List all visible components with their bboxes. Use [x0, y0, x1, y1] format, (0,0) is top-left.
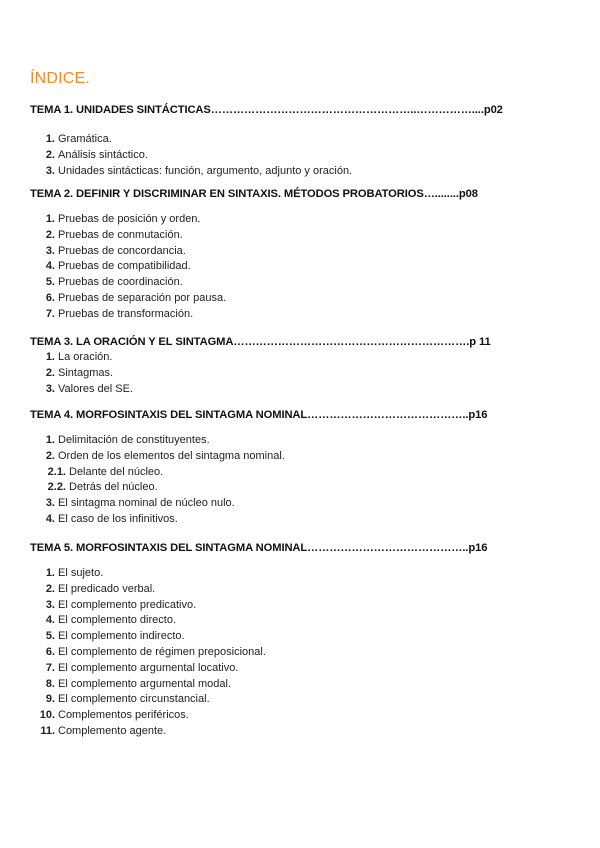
item-number: 1.	[45, 434, 55, 446]
item-number: 11.	[40, 724, 55, 737]
tema-4-section	[30, 408, 530, 528]
tema-2-item-5	[30, 275, 530, 291]
tema-3-item-1	[30, 350, 530, 366]
tema-3-item-3	[30, 382, 530, 398]
item-text: El complemento argumental modal.	[58, 677, 232, 690]
tema-4-item-1	[30, 433, 530, 449]
tema-2-item-2	[30, 228, 530, 244]
item-number: 2.	[45, 582, 55, 595]
item-text: Valores del SE.	[58, 382, 134, 395]
tema-2-item-4	[30, 259, 530, 275]
item-text: El complemento de régimen preposicional.	[58, 645, 266, 658]
tema-1-heading: TEMA 1. UNIDADES SINTÁCTICAS………………………………………………..……………....p02	[30, 104, 503, 116]
tema-5-item-4	[30, 613, 530, 629]
item-text: El complemento circunstancial.	[58, 693, 210, 706]
item-number: 7.	[45, 307, 55, 320]
item-number: 1.	[45, 351, 55, 363]
tema-1-section	[30, 103, 530, 179]
item-number: 5.	[45, 630, 55, 643]
tema-5-item-9	[30, 692, 530, 708]
item-text: Análisis sintáctico.	[58, 148, 148, 161]
item-text: Complementos periféricos.	[58, 709, 189, 722]
tema-3-heading: TEMA 3. LA ORACIÓN Y EL SINTAGMA……………………………………………………….p 11	[30, 336, 491, 348]
tema-5-item-10	[30, 708, 530, 724]
item-text: El complemento argumental locativo.	[58, 661, 239, 674]
tema-5-item-11	[30, 724, 530, 740]
tema-1-items	[30, 132, 530, 179]
item-number: 3.	[45, 497, 55, 510]
tema-4-item-4	[30, 512, 530, 528]
tema-5-item-8	[30, 677, 530, 693]
tema-5-item-1	[30, 566, 530, 582]
item-text: Delante del núcleo.	[69, 465, 164, 478]
item-text: El complemento predicativo.	[58, 598, 197, 611]
tema-3-section	[30, 335, 530, 397]
item-number: 6.	[45, 645, 55, 658]
tema-5-item-7	[30, 661, 530, 677]
tema-2-heading: TEMA 2. DEFINIR Y DISCRIMINAR EN SINTAXIS. MÉTODOS PROBATORIOS…........p08	[30, 188, 478, 200]
item-text: Pruebas de coordinación.	[58, 276, 183, 289]
item-text: El complemento indirecto.	[58, 630, 185, 643]
tema-4-items	[30, 433, 530, 528]
item-number: 1.	[45, 213, 55, 225]
item-number: 4.	[45, 512, 55, 525]
tema-2-item-3	[30, 244, 530, 260]
item-text: Orden de los elementos del sintagma nominal.	[58, 449, 285, 462]
tema-1-item-3	[30, 164, 530, 180]
item-number: 3.	[45, 244, 55, 257]
tema-4-item-3	[30, 496, 530, 512]
item-number: 2.	[45, 148, 55, 161]
item-text: El predicado verbal.	[58, 582, 156, 595]
item-number: 7.	[45, 661, 55, 674]
tema-2-item-6	[30, 291, 530, 307]
tema-4-item-2-2	[30, 480, 530, 496]
item-text: Delimitación de constituyentes.	[58, 434, 210, 446]
tema-1-item-1	[30, 132, 530, 148]
item-number: 5.	[45, 276, 55, 289]
item-number: 4.	[45, 614, 55, 627]
tema-3-items	[30, 350, 530, 397]
tema-4-item-2	[30, 449, 530, 465]
item-text: Pruebas de concordancia.	[58, 244, 186, 257]
index-title: ÍNDICE.	[30, 70, 91, 87]
item-text: La oración.	[58, 351, 113, 363]
item-text: Detrás del núcleo.	[69, 481, 158, 494]
item-text: Unidades sintácticas: función, argumento, adjunto y oración.	[58, 164, 353, 177]
tema-5-item-5	[30, 629, 530, 645]
item-number: 4.	[45, 260, 55, 273]
item-text: Sintagmas.	[58, 366, 114, 379]
tema-5-item-2	[30, 582, 530, 598]
item-number: 2.1.	[47, 465, 66, 478]
item-number: 8.	[45, 677, 55, 690]
item-number: 1.	[45, 133, 55, 145]
tema-5-items	[30, 566, 530, 740]
item-text: El sintagma nominal de núcleo nulo.	[58, 497, 235, 510]
item-text: El caso de los infinitivos.	[58, 512, 178, 525]
item-text: Gramática.	[58, 133, 112, 145]
item-number: 1.	[45, 567, 55, 579]
item-number: 2.	[45, 228, 55, 241]
tema-5-heading: TEMA 5. MORFOSINTAXIS DEL SINTAGMA NOMINAL……………………………………..p16	[30, 542, 488, 554]
item-number: 9.	[45, 693, 55, 706]
item-text: Pruebas de compatibilidad.	[58, 260, 191, 273]
item-text: El complemento directo.	[58, 614, 176, 627]
item-number: 2.2.	[47, 481, 66, 494]
item-text: Pruebas de conmutación.	[58, 228, 183, 241]
item-text: Pruebas de transformación.	[58, 307, 194, 320]
tema-3-item-2	[30, 366, 530, 382]
tema-2-item-7	[30, 307, 530, 323]
item-number: 10.	[39, 709, 55, 722]
tema-5-section	[30, 541, 530, 740]
item-number: 2.	[45, 366, 55, 379]
item-number: 3.	[45, 382, 55, 395]
tema-2-item-1	[30, 212, 530, 228]
item-number: 6.	[45, 291, 55, 304]
item-number: 3.	[45, 598, 55, 611]
item-number: 2.	[45, 449, 55, 462]
item-text: El sujeto.	[58, 567, 104, 579]
tema-1-item-2	[30, 148, 530, 164]
item-text: Complemento agente.	[58, 724, 167, 737]
tema-5-item-3	[30, 598, 530, 614]
tema-5-item-6	[30, 645, 530, 661]
tema-4-heading: TEMA 4. MORFOSINTAXIS DEL SINTAGMA NOMINAL……………………………………..p16	[30, 409, 488, 421]
tema-2-section	[30, 187, 530, 323]
tema-4-item-2-1	[30, 465, 530, 481]
item-number: 3.	[45, 164, 55, 177]
item-text: Pruebas de separación por pausa.	[58, 291, 227, 304]
tema-2-items	[30, 212, 530, 323]
item-text: Pruebas de posición y orden.	[58, 213, 201, 225]
